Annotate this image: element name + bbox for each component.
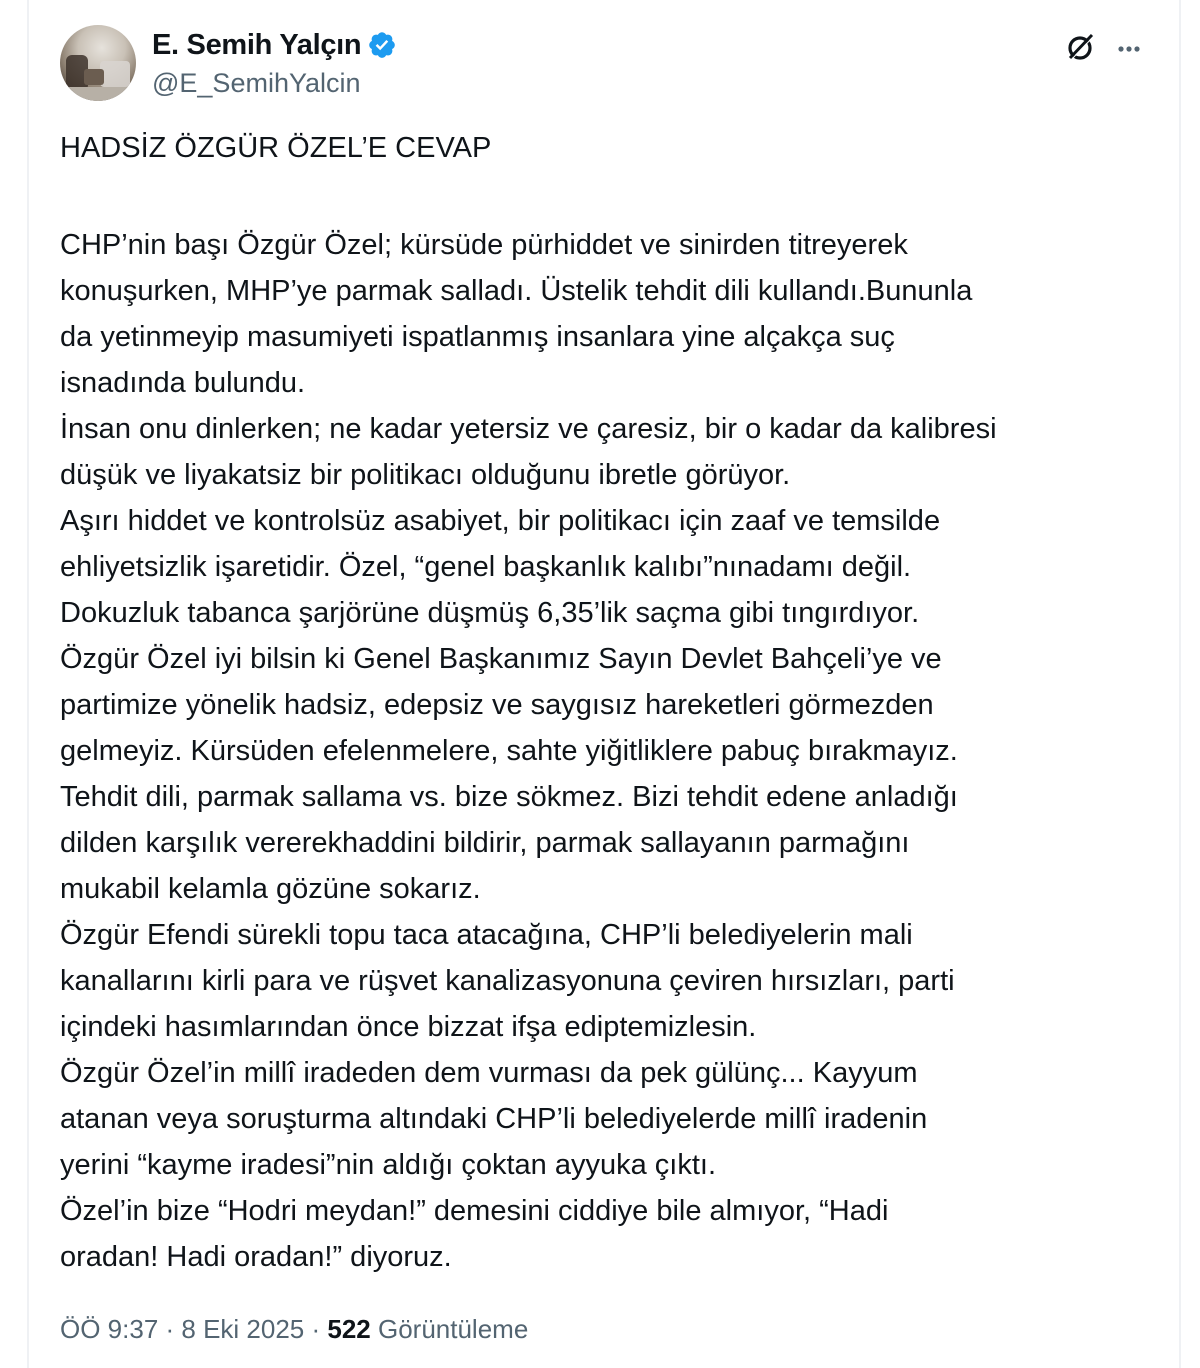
views-label: Görüntüleme: [370, 1314, 529, 1344]
tweet-text-line: düşük ve liyakatsiz bir politikacı olduğunu ibretle görüyor.: [60, 459, 791, 491]
meta-separator: ·: [158, 1314, 182, 1344]
verified-badge-icon[interactable]: [367, 30, 397, 60]
tweet-text-line: oradan! Hadi oradan!” diyoruz.: [60, 1241, 452, 1273]
tweet-text-line: Özel’in bize “Hodri meydan!” demesini ciddiye bile almıyor, “Hadi: [60, 1195, 889, 1227]
avatar-photo-detail: [84, 69, 104, 85]
tweet-text-line: da yetinmeyip masumiyeti ispatlanmış insanlara yine alçakça suç: [60, 321, 895, 353]
tweet-text-line: dilden karşılık vererekhaddini bildirir, parmak sallayanın parmağını: [60, 827, 910, 859]
tweet-text: [60, 222, 1150, 1280]
tweet-header: [60, 24, 1160, 104]
tweet-text-line: isnadında bulundu.: [60, 367, 306, 399]
tweet-text-line: Özgür Özel iyi bilsin ki Genel Başkanımız Sayın Devlet Bahçeli’ye ve: [60, 643, 942, 675]
views-count[interactable]: 522: [327, 1314, 371, 1344]
tweet-text-line: gelmeyiz. Kürsüden efelenmelere, sahte yiğitliklere pabuç bırakmayız.: [60, 735, 958, 767]
tweet-text-line: Tehdit dili, parmak sallama vs. bize sökmez. Bizi tehdit edene anladığı: [60, 781, 958, 813]
tweet-text-line: Aşırı hiddet ve kontrolsüz asabiyet, bir politikacı için zaaf ve temsilde: [60, 505, 941, 537]
meta-separator: ·: [304, 1314, 328, 1344]
tweet-text-line: konuşurken, MHP’ye parmak salladı. Üstelik tehdit dili kullandı.Bununla: [60, 275, 973, 307]
tweet-text-line: Özgür Özel’in millî iradeden dem vurması da pek gülünç... Kayyum: [60, 1057, 918, 1089]
tweet-text-line: yerini “kayme iradesi”nin aldığı çoktan ayyuka çıktı.: [60, 1149, 716, 1181]
tweet-title: HADSİZ ÖZGÜR ÖZEL’E CEVAP: [60, 132, 492, 164]
tweet-text-line: kanallarını kirli para ve rüşvet kanalizasyonuna çeviren hırsızları, parti: [60, 965, 955, 997]
more-options-icon[interactable]: [1112, 30, 1146, 64]
user-handle[interactable]: @E_SemihYalcin: [152, 68, 361, 98]
name-row: [152, 24, 397, 66]
tweet-text-line: İnsan onu dinlerken; ne kadar yetersiz ve çaresiz, bir o kadar da kalibresi: [60, 413, 997, 445]
display-name[interactable]: E. Semih Yalçın: [152, 28, 362, 61]
tweet-text-line: Özgür Efendi sürekli topu taca atacağına, CHP’li belediyelerin mali: [60, 919, 913, 951]
tweet-text-line: partimize yönelik hadsiz, edepsiz ve saygısız hareketleri görmezden: [60, 689, 934, 721]
grok-icon[interactable]: [1064, 30, 1098, 64]
tweet-date[interactable]: 8 Eki 2025: [181, 1314, 305, 1344]
avatar[interactable]: [60, 25, 136, 101]
tweet-text-line: CHP’nin başı Özgür Özel; kürsüde pürhiddet ve sinirden titreyerek: [60, 229, 908, 261]
tweet-text-line: atanan veya soruşturma altındaki CHP’li belediyelerde millî iradenin: [60, 1103, 928, 1135]
tweet-text-line: içindeki hasımlarından önce bizzat ifşa ediptemizlesin.: [60, 1011, 757, 1043]
user-info: [152, 24, 397, 99]
avatar-photo-detail: [60, 87, 136, 101]
avatar-photo-detail: [100, 61, 130, 87]
tweet-text-line: mukabil kelamla gözüne sokarız.: [60, 873, 481, 905]
tweet-time[interactable]: ÖÖ 9:37: [60, 1314, 159, 1344]
tweet-meta: [60, 1314, 528, 1345]
tweet-text-line: ehliyetsizlik işaretidir. Özel, “genel başkanlık kalıbı”nınadamı değil.: [60, 551, 912, 583]
tweet-text-line: Dokuzluk tabanca şarjörüne düşmüş 6,35’lik saçma gibi tıngırdıyor.: [60, 597, 920, 629]
